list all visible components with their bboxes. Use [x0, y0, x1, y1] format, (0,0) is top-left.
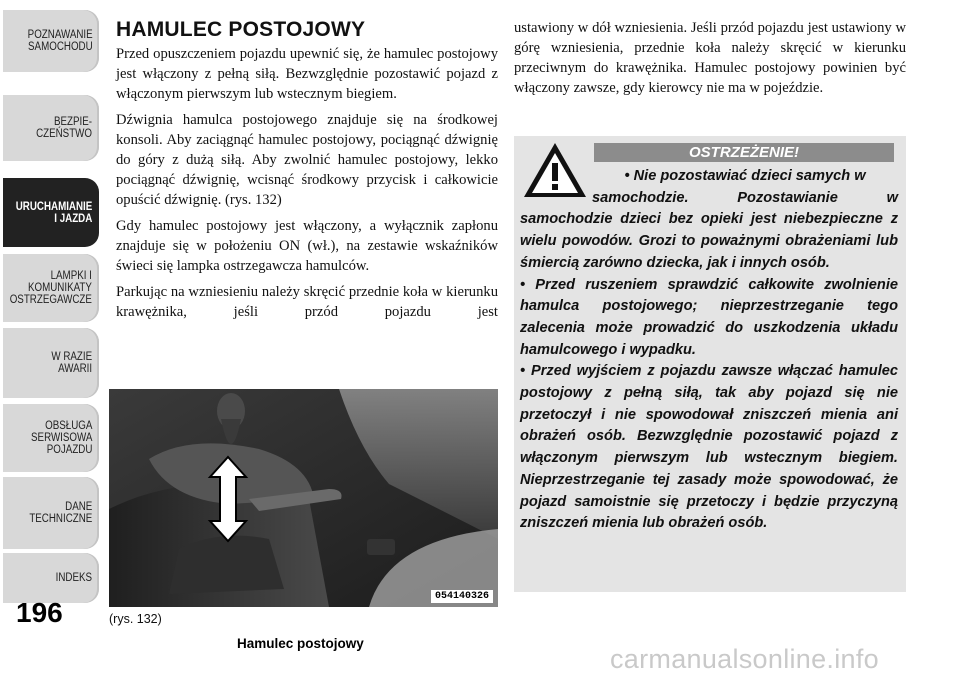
- tab-label: URUCHAMIANIE I JAZDA: [15, 200, 93, 225]
- tab-indeks[interactable]: [3, 553, 99, 603]
- right-column: [514, 18, 906, 104]
- warning-title: OSTRZEŻENIE!: [688, 144, 799, 161]
- warning-box: [514, 136, 906, 592]
- paragraph: Dźwignia hamulca postojowego znajduje się na środkowej konsoli. Aby zaciągnąć hamulec postojowy, pociągnąć dźwignię do góry z dużą siłą. Aby zwolnić hamulec postojowy, lekko pociągnąć dźwignię, wcisnąć środkowy przycisk i całkowicie opuścić dźwignię. (rys. 132): [116, 112, 498, 208]
- tab-w-razie-awarii[interactable]: [3, 328, 99, 398]
- left-column: [116, 18, 498, 328]
- tab-bezpieczenstwo[interactable]: [3, 95, 99, 161]
- tab-label: POZNAWANIE SAMOCHODU: [27, 29, 93, 53]
- warning-line: samochodzie. Pozostawianie w: [592, 189, 898, 206]
- paragraph: Przed opuszczeniem pojazdu upewnić się, że hamulec postojowy jest włączony z pełną siłą. Bezwzględnie pozostawić pojazd z włączonym pierwszym lub wstecznym biegiem.: [116, 46, 498, 102]
- warning-line: samochodzie dzieci bez opieki jest niebezpieczne z wielu powodów. Grozi to poważnymi obrażeniami lub śmiercią zarówno dziecka, jak i innych osób.: [520, 211, 898, 271]
- tab-poznawanie-samochodu[interactable]: [3, 10, 99, 72]
- tab-uruchamianie-i-jazda[interactable]: [3, 178, 99, 247]
- tab-obsluga-serwisowa[interactable]: [3, 404, 99, 472]
- tab-label: DANE TECHNICZNE: [29, 501, 93, 525]
- page-title: HAMULEC POSTOJOWY: [116, 18, 366, 41]
- paragraph: Parkując na wzniesieniu należy skręcić przednie koła w kierunku krawężnika, jeśli przód pojazdu jest: [116, 284, 498, 320]
- page-number: 196: [16, 597, 63, 628]
- tab-label: BEZPIE- CZEŃSTWO: [36, 116, 93, 140]
- footer-caption: Hamulec postojowy: [237, 636, 364, 651]
- photo-caption: (rys. 132): [109, 612, 162, 626]
- sidebar-tabs: [0, 0, 101, 678]
- warning-title-bar: [594, 143, 894, 162]
- tab-lampki-i-komunikaty[interactable]: [3, 254, 99, 322]
- warning-text: [520, 166, 898, 535]
- paragraph: ustawiony w dół wzniesienia. Jeśli przód pojazdu jest ustawiony w górę wzniesienia, przednie koła należy skręcić w kierunku przeciwnym do krawężnika. Hamulec postojowy powinien być włączony zawsze, gdy kierowcy nie ma w pojeździe.: [514, 20, 906, 96]
- paragraph: Gdy hamulec postojowy jest włączony, a wyłącznik zapłonu znajduje się w położeniu ON (wł.), na zestawie wskaźników świeci się lampka ostrzegawcza hamulców.: [116, 218, 498, 274]
- tab-label: OBSŁUGA SERWISOWA POJAZDU: [30, 420, 93, 456]
- warning-line: • Przed ruszeniem sprawdzić całkowite zwolnienie hamulca postojowego; nieprzestrzeganie tego zalecenia może prowadzić do uszkodzenia układu hamulcowego i wypadku.: [520, 276, 898, 358]
- tab-label: INDEKS: [55, 572, 93, 584]
- parking-brake-photo: [109, 389, 498, 607]
- warning-line: • Przed wyjściem z pojazdu zawsze włączać hamulec postojowy z pełną siłą, tak aby pojazd się nie przetoczył i nie spowodował zniszczeń mienia ani obrażeń osób. Bezwzględnie pozostawić pojazd z włączonym pierwszym lub wstecznym biegiem. Nieprzestrzeganie tej zasady może spowodować, że pojazd samoistnie się przetoczy i będzie przyczyną zniszczeń mienia lub obrażeń osób.: [520, 363, 898, 532]
- watermark: carmanualsonline.info: [610, 644, 879, 674]
- tab-label: LAMPKI I KOMUNIKATY OSTRZEGAWCZE: [10, 270, 93, 306]
- parking-brake-illustration: [109, 389, 498, 607]
- photo-code: 054140326: [431, 590, 493, 603]
- warning-line: • Nie pozostawiać dzieci samych w: [624, 168, 866, 184]
- tab-label: W RAZIE AWARII: [51, 351, 93, 375]
- tab-dane-techniczne[interactable]: [3, 477, 99, 549]
